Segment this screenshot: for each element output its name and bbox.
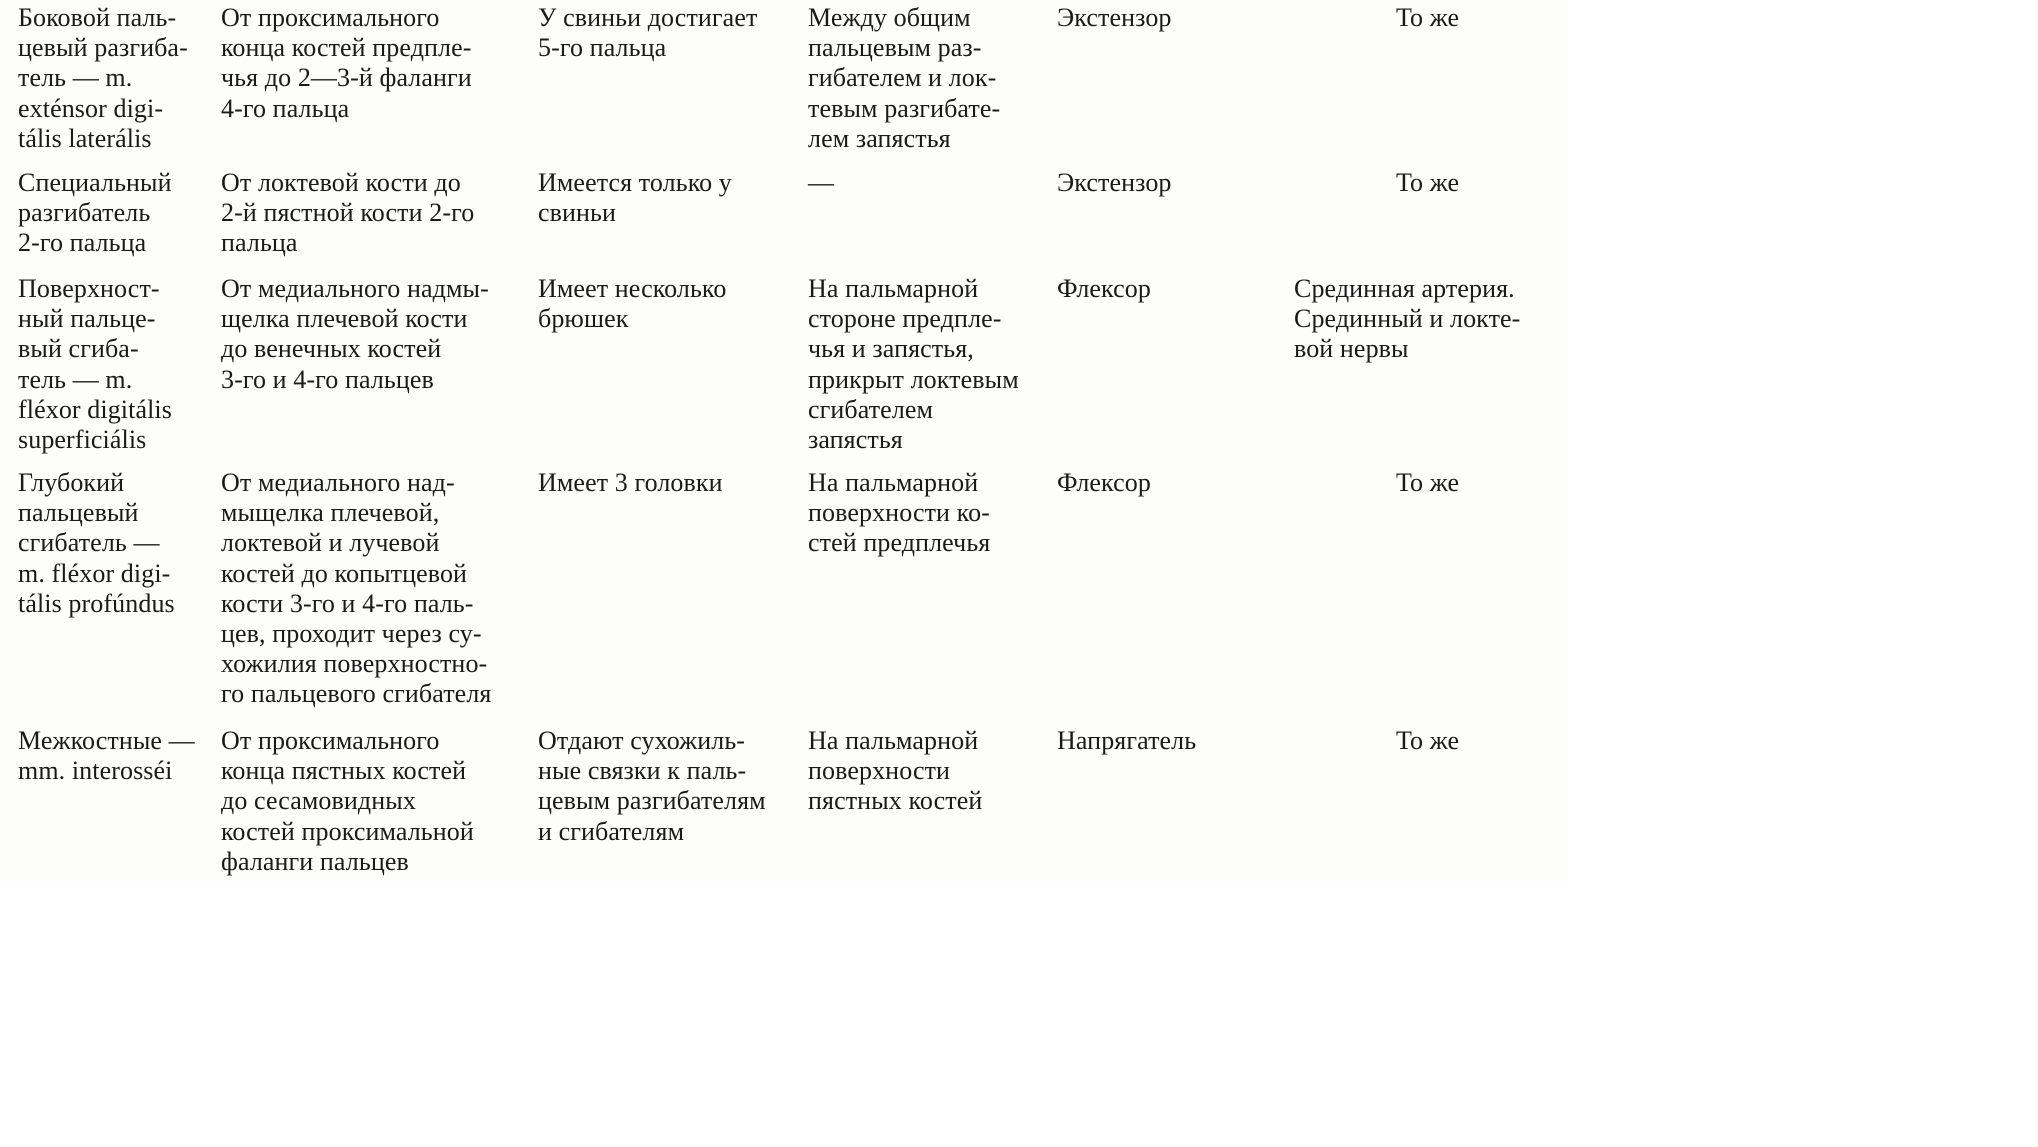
attachment-cell: От проксимального конца пястных костей до сесамовидных костей проксимальной фаланги пальцев: [221, 726, 474, 876]
supply-cell: То же: [1396, 468, 1460, 497]
notes-cell: Отдают сухожиль- ные связки к паль- цевым разгибателям и сгибателям: [538, 726, 766, 846]
supply-cell: Срединная артерия. Срединный и локте- вой нервы: [1294, 274, 1521, 364]
table-row: [0, 468, 1568, 730]
supply-cell: То же: [1396, 168, 1460, 197]
function-cell: Напрягатель: [1057, 726, 1197, 755]
function-cell: Экстензор: [1057, 168, 1172, 197]
attachment-cell: От медиального над- мыщелка плечевой, локтевой и лучевой костей до копытцевой кости 3-го и 4-го паль- цев, проходит через су- хожилия поверхностно- го пальцевого сгибателя: [221, 468, 492, 709]
position-cell: —: [808, 168, 835, 197]
muscle-name-cell: Специальный разгибатель 2-го пальца: [18, 168, 172, 258]
function-cell: Флексор: [1057, 274, 1151, 303]
notes-cell: У свиньи достигает 5-го пальца: [538, 3, 758, 63]
position-cell: На пальмарной поверхности ко- стей предплечья: [808, 468, 991, 558]
muscle-name-cell: Межкостные — mm. interosséi: [18, 726, 195, 786]
supply-cell: То же: [1396, 726, 1460, 755]
function-cell: Экстензор: [1057, 3, 1172, 32]
table-row: [0, 3, 1568, 163]
position-cell: На пальмарной поверхности пястных костей: [808, 726, 983, 816]
table-row: [0, 274, 1568, 460]
attachment-cell: От медиального надмы- щелка плечевой кости до венечных костей 3-го и 4-го пальцев: [221, 274, 489, 394]
muscle-name-cell: Боковой паль- цевый разгиба- тель — m. exténsor digi- tális laterális: [18, 3, 188, 153]
table-row: [0, 168, 1568, 268]
muscle-name-cell: Глубокий пальцевый сгибатель — m. fléxor digi- tális profúndus: [18, 468, 175, 618]
supply-cell: То же: [1396, 3, 1460, 32]
attachment-cell: От локтевой кости до 2-й пястной кости 2-го пальца: [221, 168, 475, 258]
muscle-name-cell: Поверхност- ный пальце- вый сгиба- тель — m. fléxor digitális superficiális: [18, 274, 172, 455]
attachment-cell: От проксимального конца костей предпле- чья до 2—3-й фаланги 4-го пальца: [221, 3, 472, 123]
table-row: [0, 726, 1568, 882]
position-cell: На пальмарной стороне предпле- чья и запястья, прикрыт локтевым сгибателем запястья: [808, 274, 1019, 455]
position-cell: Между общим пальцевым раз- гибателем и лок- тевым разгибате- лем запястья: [808, 3, 1001, 153]
notes-cell: Имеет несколько брюшек: [538, 274, 727, 334]
notes-cell: Имеет 3 головки: [538, 468, 723, 497]
notes-cell: Имеется только у свиньи: [538, 168, 732, 228]
function-cell: Флексор: [1057, 468, 1151, 497]
